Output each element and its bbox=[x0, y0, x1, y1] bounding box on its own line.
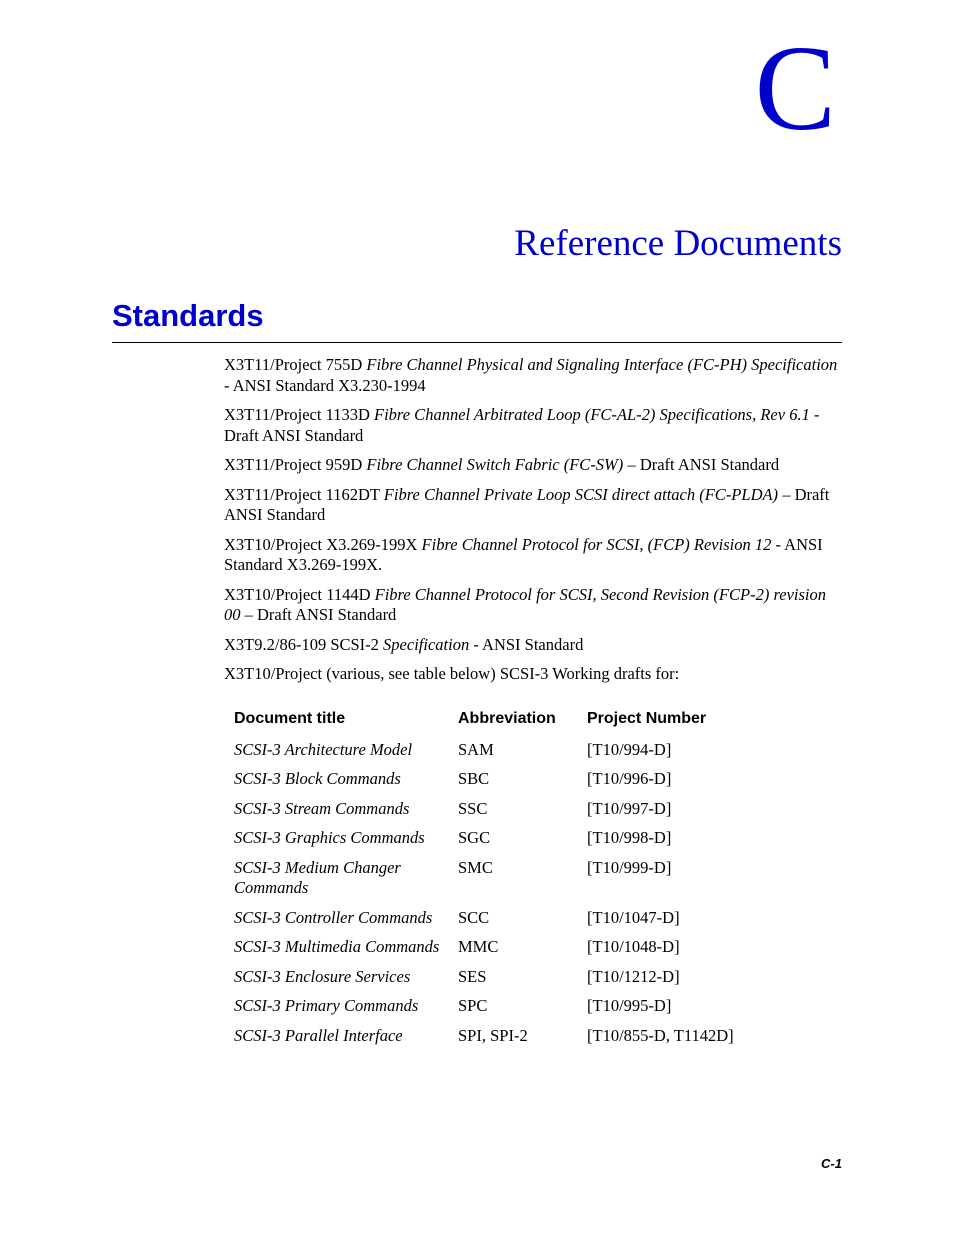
reference-item: X3T11/Project 1133D Fibre Channel Arbitrated Loop (FC-AL-2) Specifications, Rev 6.1 - Draft ANSI Standard bbox=[224, 405, 820, 445]
table-cell-abbreviation: SSC bbox=[458, 798, 488, 818]
table-cell-project: [T10/855-D, T1142D] bbox=[587, 1025, 734, 1045]
table-header-row bbox=[234, 709, 754, 730]
table-row bbox=[234, 828, 754, 849]
table-cell-abbreviation: SES bbox=[458, 966, 487, 986]
table-cell-project: [T10/997-D] bbox=[587, 798, 672, 818]
table-cell-abbreviation: MMC bbox=[458, 937, 499, 956]
table-cell-abbreviation: SAM bbox=[458, 739, 494, 759]
table-cell-abbreviation: SGC bbox=[458, 828, 491, 847]
table-row bbox=[234, 740, 754, 761]
table-cell-title: SCSI-3 Multimedia Commands bbox=[234, 937, 440, 956]
table-cell-project: [T10/994-D] bbox=[587, 739, 672, 759]
table-cell-abbreviation: SBC bbox=[458, 769, 490, 788]
table-cell-title: SCSI-3 Architecture Model bbox=[234, 739, 413, 759]
table-cell-title: SCSI-3 Stream Commands bbox=[234, 798, 410, 818]
table-cell-abbreviation: SPC bbox=[458, 996, 488, 1015]
table-cell-title: SCSI-3 Controller Commands bbox=[234, 907, 433, 927]
reference-item: X3T10/Project (various, see table below) SCSI-3 Working drafts for: bbox=[224, 664, 680, 683]
table-cell-abbreviation: SPI, SPI-2 bbox=[458, 1025, 528, 1045]
table-header-cell: Abbreviation bbox=[458, 710, 556, 727]
table-cell-project: [T10/1047-D] bbox=[587, 907, 680, 927]
table-cell-title: SCSI-3 Parallel Interface bbox=[234, 1025, 403, 1045]
reference-item: X3T10/Project 1144D Fibre Channel Protocol for SCSI, Second Revision (FCP-2) revision 00 – Draft ANSI Standard bbox=[224, 584, 826, 624]
table-header-cell: Document title bbox=[234, 710, 346, 727]
chapter-letter: C bbox=[754, 21, 836, 156]
scsi3-drafts-table bbox=[234, 709, 754, 1055]
reference-item: X3T11/Project 755D Fibre Channel Physical and Signaling Interface (FC-PH) Specification - ANSI Standard X3.230-1994 bbox=[224, 355, 838, 395]
page-number: C-1 bbox=[821, 1156, 842, 1171]
reference-list bbox=[224, 355, 844, 694]
table-cell-title: SCSI-3 Block Commands bbox=[234, 769, 401, 788]
table-cell-project: [T10/998-D] bbox=[587, 828, 672, 847]
section-rule bbox=[112, 342, 842, 343]
chapter-title: Reference Documents bbox=[514, 223, 842, 264]
table-cell-project: [T10/1212-D] bbox=[587, 966, 680, 986]
table-row bbox=[234, 1026, 754, 1047]
table-row bbox=[234, 937, 754, 958]
table-row bbox=[234, 858, 754, 899]
reference-item: X3T10/Project X3.269-199X Fibre Channel Protocol for SCSI, (FCP) Revision 12 - ANSI Standard X3.269-199X. bbox=[224, 534, 823, 574]
reference-item: X3T9.2/86-109 SCSI-2 Specification - ANSI Standard bbox=[224, 634, 584, 654]
table-row bbox=[234, 769, 754, 790]
table-cell-title: SCSI-3 Medium Changer Commands bbox=[234, 857, 401, 897]
table-cell-abbreviation: SCC bbox=[458, 907, 490, 927]
table-cell-title: SCSI-3 Enclosure Services bbox=[234, 966, 411, 986]
section-heading: Standards bbox=[112, 298, 264, 333]
table-cell-project: [T10/996-D] bbox=[587, 769, 672, 788]
table-cell-title: SCSI-3 Primary Commands bbox=[234, 996, 419, 1015]
table-row bbox=[234, 799, 754, 820]
reference-item: X3T11/Project 1162DT Fibre Channel Private Loop SCSI direct attach (FC-PLDA) – Draft ANSI Standard bbox=[224, 484, 830, 524]
table-cell-project: [T10/995-D] bbox=[587, 996, 672, 1015]
table-cell-abbreviation: SMC bbox=[458, 857, 493, 877]
table-cell-project: [T10/1048-D] bbox=[587, 937, 680, 956]
table-header-cell: Project Number bbox=[587, 710, 707, 727]
table-row bbox=[234, 967, 754, 988]
reference-item: X3T11/Project 959D Fibre Channel Switch Fabric (FC-SW) – Draft ANSI Standard bbox=[224, 455, 780, 474]
table-row bbox=[234, 996, 754, 1017]
table-cell-title: SCSI-3 Graphics Commands bbox=[234, 828, 425, 847]
table-cell-project: [T10/999-D] bbox=[587, 857, 672, 877]
table-row bbox=[234, 908, 754, 929]
